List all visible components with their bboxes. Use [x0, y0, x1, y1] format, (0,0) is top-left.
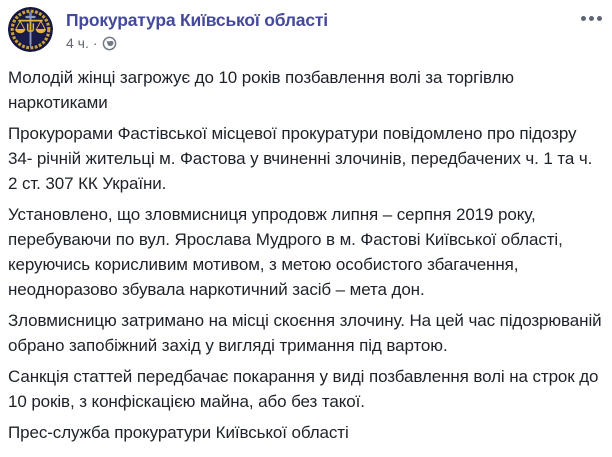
prosecutor-office-emblem-icon [8, 7, 53, 52]
post-text-paragraph: Установлено, що зловмисниця упродовж липня – серпня 2019 року, перебуваючи по вул. Ярослава Мудрого в м. Фастові Київської області, керуючись корисливим мотивом, з метою особистого збагачення, неодноразово збувала наркотичний засіб – мета дон. [8, 205, 563, 299]
meta-separator: · [92, 35, 98, 51]
post-text-paragraph: Зловмисницю затримано на місці скоєння злочину. На цей час підозрюваній обрано запобіжний захід у вигляді тримання під вартою. [8, 311, 602, 355]
ellipsis-dot [597, 16, 602, 21]
post-meta [66, 35, 328, 51]
post-text-paragraph: Прес-служба прокуратури Київської області [8, 423, 349, 442]
page-name-link[interactable]: Прокуратура Київської області [66, 10, 328, 30]
ellipsis-dot [581, 16, 586, 21]
avatar[interactable] [8, 7, 53, 52]
more-options-button[interactable] [576, 8, 604, 28]
post-header-text [66, 7, 328, 51]
globe-icon [102, 36, 117, 51]
post-text-paragraph: Прокурорами Фастівської місцевої прокуратури повідомлено про підозру 34- річній жительці м. Фастова у вчиненні злочинів, передбачених ч. 1 та ч. 2 ст. 307 КК України. [8, 124, 593, 193]
ellipsis-dot [589, 16, 594, 21]
post-text-paragraph: Санкція статтей передбачає покарання у виді позбавлення волі на строк до 10 років, з конфіскацією майна, або без такої. [8, 367, 599, 411]
post-content [0, 65, 612, 457]
post-text-paragraph: Молодій жінці загрожує до 10 років позбавлення волі за торгівлю наркотиками [8, 68, 514, 112]
post-header [0, 0, 612, 52]
timestamp[interactable]: 4 ч. [66, 35, 89, 51]
